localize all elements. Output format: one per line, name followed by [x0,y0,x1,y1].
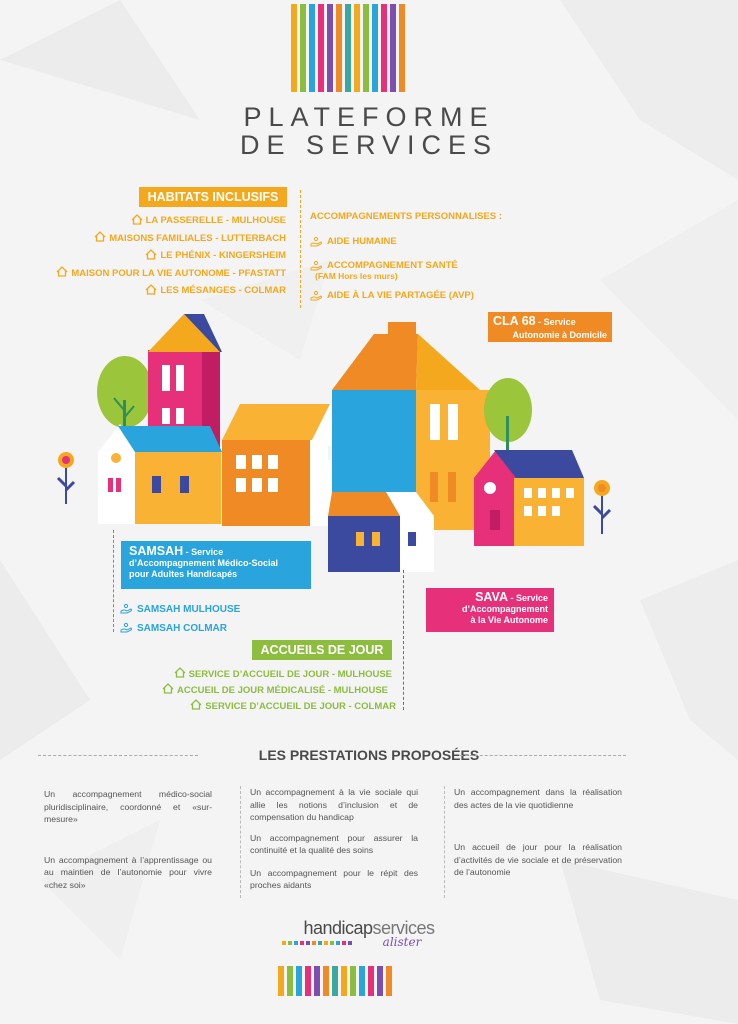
logo-part2: services [372,918,435,938]
accompagnement-item [310,234,474,252]
prestations-col1 [44,788,212,891]
accompagnement-label: ACCOMPAGNEMENT SANTÉ [327,260,458,271]
habitat-item [56,230,286,248]
prestation-text: Un accompagnement à la vie sociale qui allie les notions d’inclusion et de compensation du handicap [250,787,418,822]
accompagnements-title: ACCOMPAGNEMENTS PERSONNALISES : [310,211,502,222]
accueil-label: SERVICE D’ACCUEIL DE JOUR - MULHOUSE [188,668,392,680]
accueils-title: ACCUEILS DE JOUR [252,640,392,660]
stripe [368,966,374,996]
page-title-line1: PLATEFORME [243,102,495,132]
prestation-text: Un accompagnement médico-social pluridisciplinaire, coordonné et «sur-mesure» [44,789,212,824]
helping-hand-icon [120,601,133,619]
prestation-text: Un accompagnement dans la réalisation des actes de la vie quotidienne [454,787,622,810]
bottom-stripes-logo [278,966,392,996]
samsah-label: SAMSAH MULHOUSE [137,604,241,615]
divider-vertical [300,190,301,308]
sava-connector [403,570,404,710]
stripe [314,966,320,996]
stripe [381,4,387,92]
house-icon [56,264,68,282]
habitat-label: LA PASSERELLE - MULHOUSE [145,215,286,227]
habitat-item [56,282,286,300]
stripe [354,4,360,92]
prestation-text: Un accompagnement pour assurer la continuité et la qualité des soins [250,832,418,855]
cla68-desc2: Autonomie à Domicile [512,330,607,340]
stripe [377,966,383,996]
accueils-list [162,666,396,714]
samsah-desc1: - Service [183,547,224,557]
stripe [341,966,347,996]
house-icon [145,247,157,265]
samsah-item [120,600,240,619]
logo-alister: alister [382,935,422,949]
habitat-label: MAISONS FAMILIALES - LUTTERBACH [109,232,286,244]
accueil-label: SERVICE D’ACCUEIL DE JOUR - COLMAR [205,700,396,712]
stripe [350,966,356,996]
house-icon [162,681,174,699]
samsah-list [120,600,240,638]
house-icon [190,697,202,715]
accompagnement-text [327,234,397,247]
stripe [332,966,338,996]
prestation-text: Un accompagnement à l’apprentissage ou au maintien de l’autonomie pour vivre «chez soi» [44,854,212,890]
samsah-box [121,541,311,589]
stripe [309,4,315,92]
stripe [359,966,365,996]
prestation-text: Un accueil de jour pour la réalisation d’activités de vie sociale et de préservation de l’autonomie [454,842,622,877]
sava-desc1: - Service [507,593,548,603]
habitats-list [56,212,286,300]
prestations-title: LES PRESTATIONS PROPOSÉES [258,747,480,763]
sava-desc2: d’Accompagnement [461,604,548,614]
samsah-item [120,619,240,638]
house-icon [131,212,143,230]
cla68-title: CLA 68 [493,314,536,328]
helping-hand-icon [120,620,133,638]
prestations-col2 [250,786,418,892]
habitat-item [56,212,286,230]
stripe [372,4,378,92]
stripe [345,4,351,92]
stripe [336,4,342,92]
page-title-line2: DE SERVICES [239,130,499,160]
accompagnement-item [310,258,474,282]
accueil-item [162,682,388,698]
prestations-col3 [454,786,622,879]
houses-illustration [50,300,630,580]
habitat-label: MAISON POUR LA VIE AUTONOME - PFASTATT [71,267,286,279]
habitat-item [56,265,286,283]
house-icon [174,665,186,683]
top-stripes-logo [291,4,405,92]
accompagnement-sublabel: (FAM Hors les murs) [315,271,398,281]
house-icon [94,229,106,247]
column-divider-2 [444,786,445,898]
stripe [390,4,396,92]
stripe [363,4,369,92]
stripe [386,966,392,996]
stripe [327,4,333,92]
prestation-text: Un accompagnement pour le répit des proches aidants [250,867,418,890]
stripe [291,4,297,92]
accompagnement-label: AIDE À LA VIE PARTAGÉE (AVP) [327,290,474,301]
stripe [278,966,284,996]
habitat-label: LE PHÉNIX - KINGERSHEIM [160,250,286,262]
samsah-desc2: d’Accompagnement Médico-Social [129,558,279,568]
accompagnement-label: AIDE HUMAINE [327,236,397,247]
sava-box [426,588,554,632]
logo-part1: handicap [303,918,373,938]
accueil-item [162,666,392,682]
stripe [300,4,306,92]
stripe [318,4,324,92]
cla68-dash: - [535,317,544,327]
house-icon [145,282,157,300]
habitat-item [56,247,286,265]
prestations-rule-right [460,755,626,756]
accompagnement-text [315,258,458,282]
stripe [323,966,329,996]
samsah-label: SAMSAH COLMAR [137,623,227,634]
helping-hand-icon [310,234,323,252]
cla68-desc1: Service [543,317,576,327]
samsah-connector [113,530,114,632]
samsah-desc3: pour Adultes Handicapés [129,569,238,579]
habitats-title: HABITATS INCLUSIFS [139,187,287,207]
column-divider-1 [240,786,241,898]
accueil-label: ACCUEIL DE JOUR MÉDICALISÉ - MULHOUSE [177,684,388,696]
accueil-item [162,698,396,714]
sava-title: SAVA [475,590,508,604]
samsah-title: SAMSAH [129,544,184,558]
stripe [305,966,311,996]
sava-desc3: à la Vie Autonome [470,615,548,625]
stripe [296,966,302,996]
habitat-label: LES MÉSANGES - COLMAR [160,285,286,297]
stripe [287,966,293,996]
stripe [399,4,405,92]
